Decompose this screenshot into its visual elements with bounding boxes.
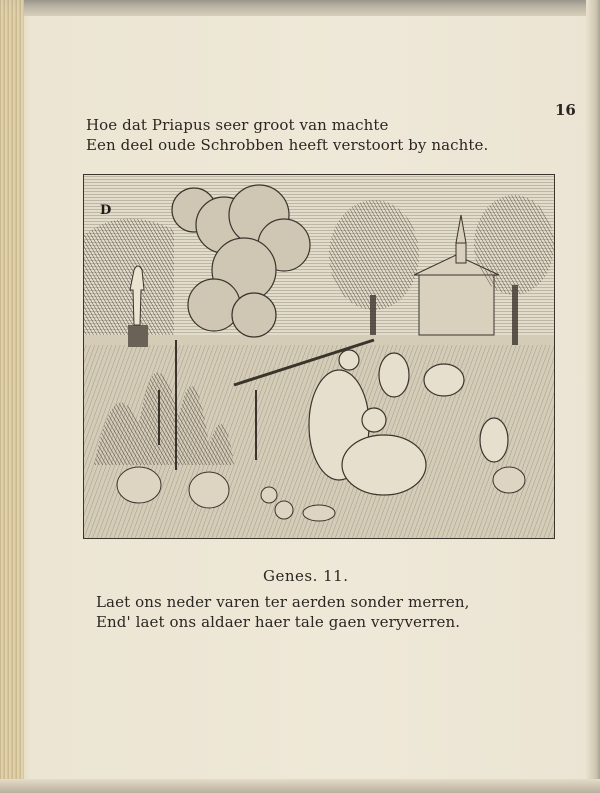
engraving-illustration	[84, 175, 554, 538]
page-top-edge	[0, 0, 600, 16]
verse-top-line-2: Een deel oude Schrobben heeft verstoort by nachte.	[86, 136, 489, 154]
page-right-edge	[586, 0, 600, 793]
verse-top	[86, 115, 488, 155]
scripture-reference: Genes. 11.	[263, 567, 349, 585]
verse-bottom	[96, 592, 469, 632]
verse-bottom-line-1: Laet ons neder varen ter aerden sonder merren,	[96, 593, 470, 611]
page-bottom-edge	[0, 779, 600, 793]
plate-letter: D	[100, 203, 112, 218]
statue-pedestal	[128, 325, 148, 347]
stone-arch	[84, 219, 174, 335]
engraving-plate	[83, 174, 555, 539]
verse-top-line-1: Hoe dat Priapus seer groot van machte	[86, 116, 389, 134]
page-stack-edge	[0, 0, 24, 793]
page-number: 16	[555, 101, 576, 119]
verse-bottom-line-2: End' laet ons aldaer haer tale gaen veryverren.	[96, 613, 461, 631]
